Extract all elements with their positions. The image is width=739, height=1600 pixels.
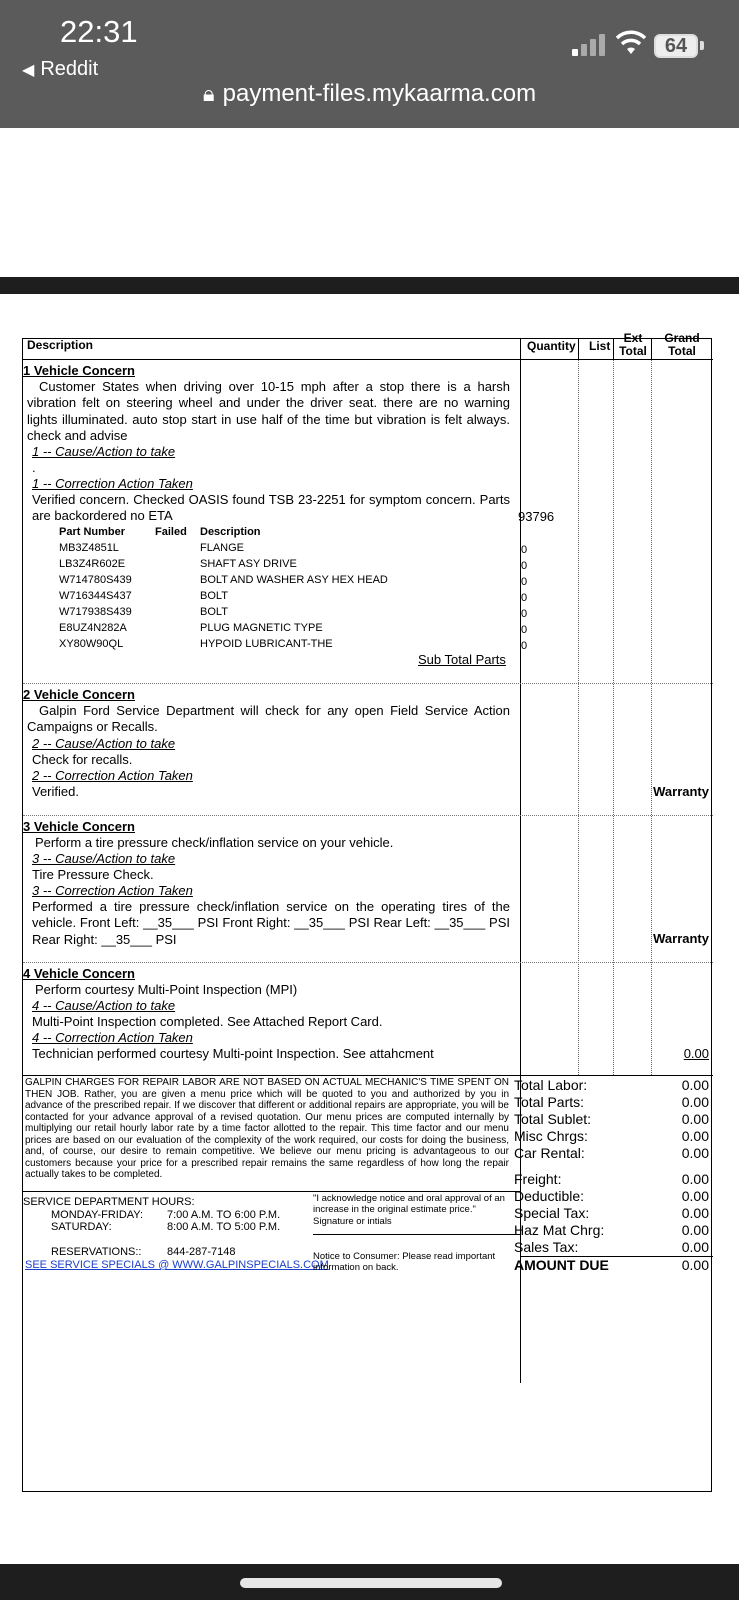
concern-1-text: Customer States when driving over 10-15 mph after a stop there is a harsh vibration felt on steering wheel and under the driver seat. there are no warning lights illuminated. auto stop start in use half of the time but vibration is felt always. check and advise (27, 379, 510, 443)
col-header-quantity: Quantity (527, 339, 576, 353)
concern-4-cause-text: Multi-Point Inspection completed. See Attached Report Card. (32, 1014, 383, 1029)
concern-4-text: Perform courtesy Multi-Point Inspection (MPI) (35, 982, 298, 997)
consumer-notice: Notice to Consumer: Please read important information on back. (313, 1251, 496, 1273)
part-number: E8UZ4N282A (59, 622, 127, 634)
part-qty: 0 (521, 544, 528, 556)
repair-order-document (22, 331, 712, 1492)
hours-weekday-label: MONDAY-FRIDAY: (51, 1209, 144, 1221)
concern-2-text: Galpin Ford Service Department will check for any open Field Service Action Campaigns or Recalls. (27, 703, 510, 735)
amount-due-value: 0.00 (681, 1257, 709, 1273)
part-description: BOLT AND WASHER ASY HEX HEAD (200, 574, 388, 586)
amount-due-label: AMOUNT DUE (514, 1257, 609, 1273)
parts-header-description: Description (200, 526, 261, 538)
battery-tip (700, 41, 704, 50)
acknowledge-text: "I acknowledge notice and oral approval of an increase in the original estimate price." (313, 1193, 505, 1215)
concern-3-title: 3 Vehicle Concern (23, 819, 135, 834)
concern-1-correction-label: 1 -- Correction Action Taken (32, 476, 193, 491)
back-triangle-icon: ◀ (22, 62, 35, 79)
part-qty: 0 (521, 640, 528, 652)
col-header-description: Description (27, 338, 94, 352)
concern-2-cause-text: Check for recalls. (32, 752, 133, 767)
back-to-app-link[interactable] (22, 58, 98, 81)
url-text: payment-files.mykaarma.com (222, 80, 537, 107)
special-tax-label: Special Tax: (514, 1205, 590, 1221)
part-qty: 0 (521, 608, 528, 620)
parts-header-failed: Failed (155, 526, 187, 538)
freight-value: 0.00 (681, 1171, 709, 1187)
haz-mat-value: 0.00 (681, 1222, 709, 1238)
sales-tax-label: Sales Tax: (514, 1239, 579, 1255)
car-rental-value: 0.00 (681, 1145, 709, 1161)
concern-3-grand-total: Warranty (653, 931, 709, 946)
reservations-label: RESERVATIONS:: (51, 1246, 142, 1258)
part-description: HYPOID LUBRICANT-THE (200, 638, 333, 650)
labor-disclaimer: GALPIN CHARGES FOR REPAIR LABOR ARE NOT BASED ON ACTUAL MECHANIC'S TIME SPENT ON THEN JOB. Rather, you are given a menu price which will be quoted to you and authorized by you in advance of the prescribed repair. If we discover that different or additional repairs are appropriate, you will be contacted for your advance approval of a revised quotation. Our menu prices are computed internally by multiplying our retail hourly labor rate by a time factor allotted to the repair. This time factor and our menu prices are based on our evaluation of the complexity of the work required, our costs for doing the business, and, of course, our desire to remain competitive. We believe our menu pricing is advantageous to our customers because your price for a prescribed repair remains the same regardless of how long the repair actually takes to be completed. (25, 1077, 509, 1180)
concern-2-correction-label: 2 -- Correction Action Taken (32, 768, 193, 783)
total-labor-value: 0.00 (681, 1077, 709, 1093)
part-description: SHAFT ASY DRIVE (200, 558, 297, 570)
part-description: BOLT (200, 590, 228, 602)
concern-4-title: 4 Vehicle Concern (23, 966, 135, 981)
wifi-icon (616, 30, 646, 56)
concern-1-cause-label: 1 -- Cause/Action to take (32, 444, 176, 459)
total-sublet-value: 0.00 (681, 1111, 709, 1127)
part-description: FLANGE (200, 542, 245, 554)
url-bar[interactable] (0, 80, 739, 108)
part-number: XY80W90QL (59, 638, 124, 650)
concern-2-cause-label: 2 -- Cause/Action to take (32, 736, 176, 751)
signature-label: Signature or intials (313, 1216, 392, 1227)
total-sublet-label: Total Sublet: (514, 1111, 592, 1127)
part-number: W717938S439 (59, 606, 132, 618)
col-header-grand-total: Grand Total (664, 331, 700, 358)
concern-3-cause-label: 3 -- Cause/Action to take (32, 851, 176, 866)
parts-header-part-number: Part Number (59, 526, 126, 538)
freight-label: Freight: (514, 1171, 562, 1187)
concern-2-grand-total: Warranty (653, 784, 709, 799)
haz-mat-label: Haz Mat Chrg: (514, 1222, 605, 1238)
col-header-list: List (589, 339, 611, 353)
total-parts-label: Total Parts: (514, 1094, 585, 1110)
concern-4-correction-text: Technician performed courtesy Multi-point Inspection. See attahcment (32, 1046, 434, 1061)
reservations-phone: 844-287-7148 (167, 1246, 236, 1258)
hours-title: SERVICE DEPARTMENT HOURS: (23, 1196, 195, 1208)
hours-saturday-value: 8:00 A.M. TO 5:00 P.M. (167, 1221, 281, 1233)
col-header-ext-total: Ext Total (619, 331, 647, 358)
hours-weekday-value: 7:00 A.M. TO 6:00 P.M. (167, 1209, 281, 1221)
total-parts-value: 0.00 (681, 1094, 709, 1110)
deductible-label: Deductible: (514, 1188, 585, 1204)
concern-2-correction-text: Verified. (32, 784, 79, 799)
concern-4-correction-label: 4 -- Correction Action Taken (32, 1030, 193, 1045)
viewer-toolbar-band (0, 277, 739, 294)
status-time: 22:31 (60, 14, 138, 49)
misc-charges-value: 0.00 (681, 1128, 709, 1144)
concern-3-text: Perform a tire pressure check/inflation service on your vehicle. (35, 835, 394, 850)
misc-charges-label: Misc Chrgs: (514, 1128, 588, 1144)
part-qty: 0 (521, 576, 528, 588)
part-qty: 0 (521, 624, 528, 636)
concern-1-cause-text: . (32, 460, 36, 475)
home-indicator[interactable] (240, 1578, 502, 1588)
specials-link[interactable]: SEE SERVICE SPECIALS @ WWW.GALPINSPECIALS.COM (25, 1259, 329, 1271)
concern-3-correction-text: Performed a tire pressure check/inflation service on the operating tires of the vehicle. Front Left: __35___ PSI Front Right: __35___ PSI Rear Left: __35___ PSI Rear Right: __35___ PSI (32, 899, 510, 947)
concern-1-correction-text: Verified concern. Checked OASIS found TSB 23-2251 for symptom concern. Parts are backordered no ETA (32, 492, 510, 524)
concern-2-title: 2 Vehicle Concern (23, 687, 135, 702)
special-tax-value: 0.00 (681, 1205, 709, 1221)
part-qty: 0 (521, 560, 528, 572)
concern-3-correction-label: 3 -- Correction Action Taken (32, 883, 193, 898)
hours-saturday-label: SATURDAY: (51, 1221, 112, 1233)
cell-signal-icon (572, 34, 606, 56)
concern-1-title: 1 Vehicle Concern (23, 363, 135, 378)
part-description: PLUG MAGNETIC TYPE (200, 622, 323, 634)
sales-tax-value: 0.00 (681, 1239, 709, 1255)
back-app-label: Reddit (40, 58, 99, 80)
battery-icon: 64 (654, 34, 698, 58)
concern-4-cause-label: 4 -- Cause/Action to take (32, 998, 176, 1013)
car-rental-label: Car Rental: (514, 1145, 585, 1161)
concern-3-cause-text: Tire Pressure Check. (32, 867, 154, 882)
part-number: W716344S437 (59, 590, 132, 602)
lock-icon: 🔒︎ (202, 81, 215, 106)
concern-1-quantity: 93796 (518, 509, 555, 524)
part-number: LB3Z4R602E (59, 558, 126, 570)
total-labor-label: Total Labor: (514, 1077, 588, 1093)
concern-4-grand-total: 0.00 (683, 1046, 709, 1061)
deductible-value: 0.00 (681, 1188, 709, 1204)
subtotal-parts-label: Sub Total Parts (418, 652, 506, 667)
part-number: MB3Z4851L (59, 542, 119, 554)
part-description: BOLT (200, 606, 228, 618)
part-qty: 0 (521, 592, 528, 604)
part-number: W714780S439 (59, 574, 132, 586)
